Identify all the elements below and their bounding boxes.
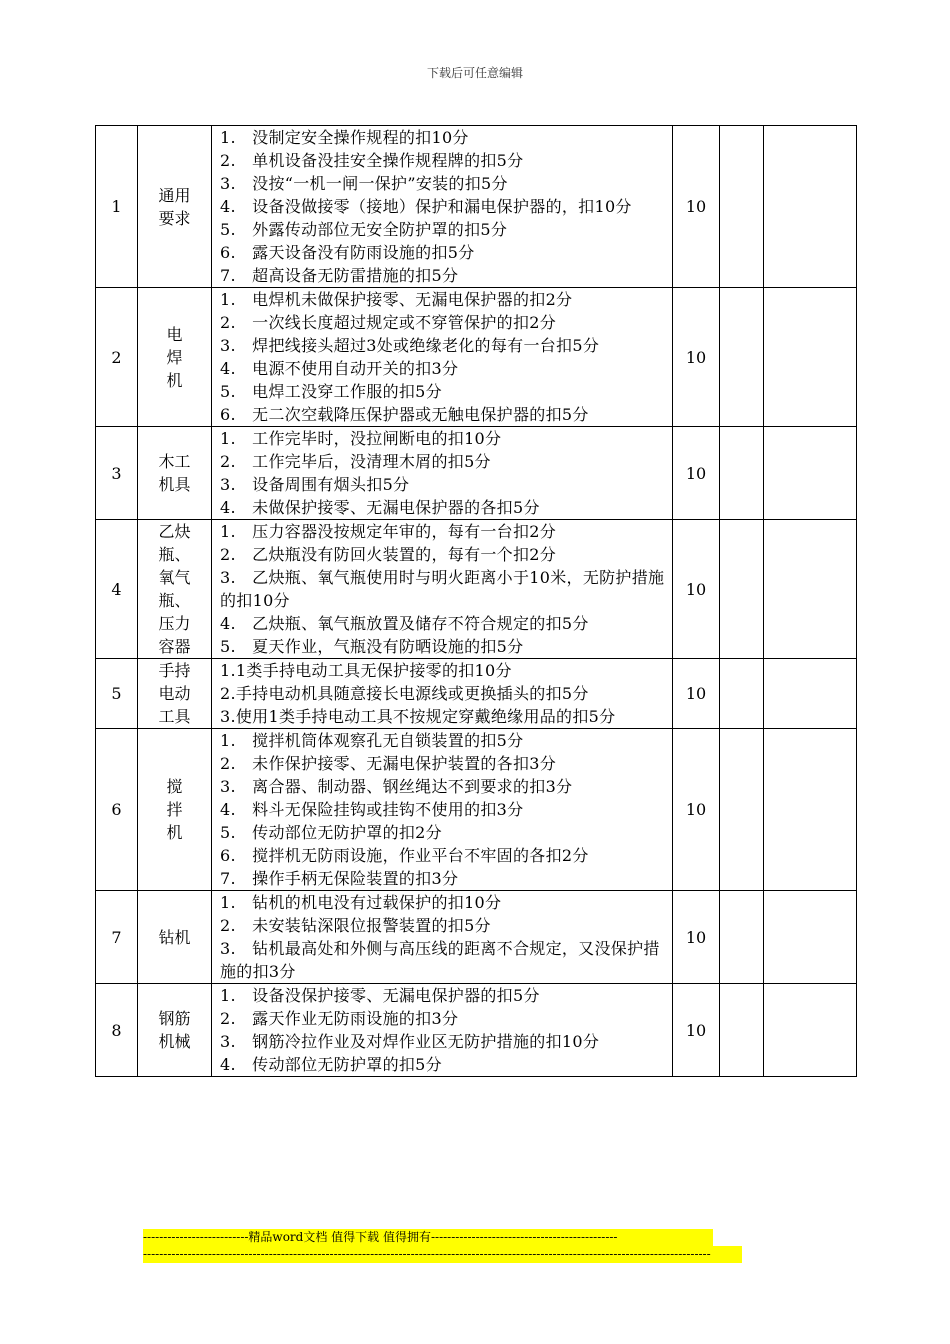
footer-line-2: -------------------------------------------------------------------------------------------------------------------------------------------- [143, 1246, 742, 1263]
deduction-item: 3. 乙炔瓶、氧气瓶使用时与明火距离小于10米，无防护措施的扣10分 [220, 568, 665, 610]
empty-cell [720, 427, 764, 520]
row-index: 7 [96, 891, 138, 984]
row-score: 10 [673, 659, 720, 729]
footer-line-1: --------------------------精品word文档 值得下载 值得拥有---------------------------------------------- [143, 1229, 713, 1246]
category-line: 钻机 [158, 927, 191, 947]
empty-cell [764, 427, 857, 520]
deduction-item: 2. 单机设备没挂安全操作规程牌的扣5分 [220, 151, 524, 170]
deduction-item: 3. 设备周围有烟头扣5分 [220, 475, 410, 494]
deduction-item: 2. 乙炔瓶没有防回火装置的，每有一个扣2分 [220, 545, 557, 564]
row-score: 10 [673, 427, 720, 520]
category-line: 通用 [158, 185, 191, 205]
row-category [138, 126, 212, 288]
deduction-item: 1. 钻机的机电没有过载保护的扣10分 [220, 893, 502, 912]
empty-cell [764, 520, 857, 659]
empty-cell [720, 126, 764, 288]
deduction-item: 5. 外露传动部位无安全防护罩的扣5分 [220, 220, 508, 239]
row-deduction-items [212, 288, 673, 427]
row-score: 10 [673, 126, 720, 288]
empty-cell [720, 659, 764, 729]
row-deduction-items [212, 126, 673, 288]
category-line: 手持 [158, 661, 191, 680]
deduction-item: 6. 搅拌机无防雨设施，作业平台不牢固的各扣2分 [220, 846, 589, 865]
table-row [96, 520, 857, 659]
category-line: 容器 [158, 637, 191, 656]
deduction-item: 4. 乙炔瓶、氧气瓶放置及储存不符合规定的扣5分 [220, 614, 589, 633]
category-line: 机械 [158, 1032, 191, 1051]
row-index: 6 [96, 729, 138, 891]
deduction-item: 7. 操作手柄无保险装置的扣3分 [220, 869, 459, 888]
deduction-item: 3. 没按“一机一闸一保护”安装的扣5分 [220, 174, 508, 193]
row-deduction-items [212, 984, 673, 1077]
page-header: 下载后可任意编辑 [426, 66, 523, 80]
empty-cell [764, 288, 857, 427]
deduction-item: 1. 搅拌机筒体观察孔无自锁装置的扣5分 [220, 731, 524, 750]
deduction-item: 5. 夏天作业，气瓶没有防晒设施的扣5分 [220, 637, 524, 656]
row-index: 4 [96, 520, 138, 659]
deduction-item: 4. 设备没做接零（接地）保护和漏电保护器的，扣10分 [220, 197, 632, 216]
category-line: 搅 [166, 777, 183, 796]
row-score: 10 [673, 520, 720, 659]
category-line: 拌 [166, 800, 183, 819]
category-line: 氧气 [158, 568, 191, 587]
deduction-item: 3. 焊把线接头超过3处或绝缘老化的每有一台扣5分 [220, 336, 600, 355]
category-line: 机 [166, 823, 183, 842]
row-deduction-items [212, 520, 673, 659]
category-line: 焊 [166, 347, 183, 367]
row-index: 3 [96, 427, 138, 520]
row-deduction-items [212, 659, 673, 729]
deduction-item: 5. 电焊工没穿工作服的扣5分 [220, 382, 442, 401]
deduction-item: 5. 传动部位无防护罩的扣2分 [220, 823, 442, 842]
deduction-item: 1. 电焊机未做保护接零、无漏电保护器的扣2分 [220, 290, 573, 309]
table-row [96, 427, 857, 520]
row-category [138, 427, 212, 520]
row-score: 10 [673, 288, 720, 427]
row-score: 10 [673, 891, 720, 984]
deduction-item: 1. 工作完毕时，没拉闸断电的扣10分 [220, 429, 502, 448]
table-row [96, 659, 857, 729]
table-row [96, 891, 857, 984]
row-deduction-items [212, 427, 673, 520]
table-row [96, 126, 857, 288]
empty-cell [764, 126, 857, 288]
row-category [138, 891, 212, 984]
empty-cell [764, 729, 857, 891]
category-line: 瓶、 [158, 591, 191, 610]
deduction-item: 2. 一次线长度超过规定或不穿管保护的扣2分 [220, 313, 557, 332]
category-line: 乙炔 [158, 522, 191, 541]
row-category [138, 729, 212, 891]
row-index: 5 [96, 659, 138, 729]
deduction-item: 3. 钻机最高处和外侧与高压线的距离不合规定，又没保护措施的扣3分 [220, 939, 660, 981]
deduction-item: 3. 离合器、制动器、钢丝绳达不到要求的扣3分 [220, 777, 573, 796]
row-category [138, 659, 212, 729]
category-line: 机 [166, 370, 183, 390]
deduction-item: 1. 没制定安全操作规程的扣10分 [220, 128, 469, 147]
table-row [96, 984, 857, 1077]
deduction-item: 6. 无二次空载降压保护器或无触电保护器的扣5分 [220, 405, 589, 424]
empty-cell [720, 891, 764, 984]
footer-banner [143, 1229, 742, 1263]
deduction-item: 4. 电源不使用自动开关的扣3分 [220, 359, 459, 378]
table-row [96, 729, 857, 891]
category-line: 电 [166, 324, 183, 344]
empty-cell [764, 659, 857, 729]
category-line: 机具 [158, 475, 191, 494]
deduction-item: 1. 设备没保护接零、无漏电保护器的扣5分 [220, 986, 540, 1005]
deduction-item: 2.手持电动机具随意接长电源线或更换插头的扣5分 [220, 684, 589, 703]
deduction-item: 2. 未作保护接零、无漏电保护装置的各扣3分 [220, 754, 557, 773]
row-category [138, 984, 212, 1077]
category-line: 要求 [158, 208, 191, 228]
category-line: 瓶、 [158, 545, 191, 564]
category-line: 工具 [158, 707, 191, 726]
deduction-item: 1. 压力容器没按规定年审的，每有一台扣2分 [220, 522, 557, 541]
deduction-item: 2. 未安装钻深限位报警装置的扣5分 [220, 916, 491, 935]
row-category [138, 520, 212, 659]
deduction-item: 4. 料斗无保险挂钩或挂钩不使用的扣3分 [220, 800, 524, 819]
deduction-item: 3. 钢筋冷拉作业及对焊作业区无防护措施的扣10分 [220, 1032, 600, 1051]
category-line: 钢筋 [158, 1009, 191, 1028]
row-index: 2 [96, 288, 138, 427]
row-index: 1 [96, 126, 138, 288]
deduction-item: 3.使用1类手持电动工具不按规定穿戴绝缘用品的扣5分 [220, 707, 616, 726]
empty-cell [720, 520, 764, 659]
category-line: 电动 [158, 684, 191, 703]
deduction-item: 6. 露天设备没有防雨设施的扣5分 [220, 243, 475, 262]
table-row [96, 288, 857, 427]
deduction-item: 1.1类手持电动工具无保护接零的扣10分 [220, 661, 512, 680]
category-line: 木工 [158, 452, 191, 471]
deduction-item: 2. 工作完毕后，没清理木屑的扣5分 [220, 452, 491, 471]
row-deduction-items [212, 729, 673, 891]
row-score: 10 [673, 984, 720, 1077]
empty-cell [720, 288, 764, 427]
safety-inspection-table [95, 125, 857, 1077]
deduction-item: 2. 露天作业无防雨设施的扣3分 [220, 1009, 459, 1028]
deduction-item: 4. 未做保护接零、无漏电保护器的各扣5分 [220, 498, 540, 517]
row-deduction-items [212, 891, 673, 984]
row-score: 10 [673, 729, 720, 891]
deduction-item: 7. 超高设备无防雷措施的扣5分 [220, 266, 459, 285]
empty-cell [764, 891, 857, 984]
row-index: 8 [96, 984, 138, 1077]
category-line: 压力 [158, 614, 191, 633]
row-category [138, 288, 212, 427]
empty-cell [764, 984, 857, 1077]
deduction-item: 4. 传动部位无防护罩的扣5分 [220, 1055, 442, 1074]
empty-cell [720, 729, 764, 891]
empty-cell [720, 984, 764, 1077]
